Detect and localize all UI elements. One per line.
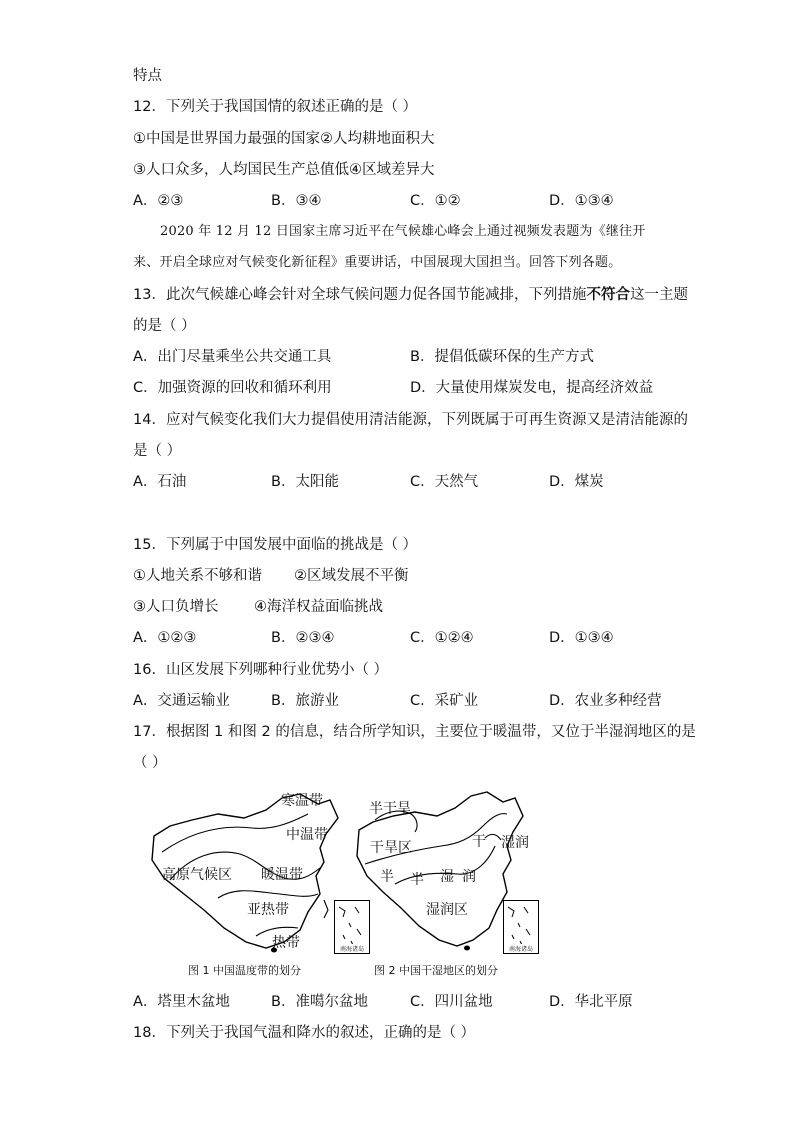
q12-option-a[interactable]: A．②③ xyxy=(133,193,184,209)
q13-stem-emphasis: 不符合 xyxy=(586,287,630,303)
label-subtropical: 亚热带 xyxy=(247,902,289,918)
label-mid-temperate: 中温带 xyxy=(286,827,328,843)
q15-option-a[interactable]: A．①②③ xyxy=(133,630,197,646)
passage-line1: 2020 年 12 月 12 日国家主席习近平在气候雄心峰会上通过视频发表题为《继往开 xyxy=(160,224,646,239)
label-semi-1: 半 xyxy=(380,869,394,885)
q14-stem: 14．应对气候变化我们大力提倡使用清洁能源，下列既属于可再生资源又是清洁能源的 xyxy=(133,412,688,428)
label-cold-temperate: 寒温带 xyxy=(281,793,323,809)
q15-option-b[interactable]: B．②③④ xyxy=(271,630,335,646)
label-semi-2: 半 xyxy=(410,872,424,888)
q13-option-d[interactable]: D．大量使用煤炭发电，提高经济效益 xyxy=(410,380,654,396)
q16-option-c[interactable]: C．采矿业 xyxy=(410,693,479,709)
q12-line2: ③人口众多，人均国民生产总值低④区域差异大 xyxy=(133,162,435,178)
q14-option-b[interactable]: B．太阳能 xyxy=(271,474,339,490)
label-plateau-zone: 高原气候区 xyxy=(162,867,232,883)
label-tropical: 热带 xyxy=(272,935,300,951)
q13-stem-line2: 的是（ ） xyxy=(133,318,196,334)
figure-2-dry-wet-regions xyxy=(355,790,551,980)
figure-2-caption: 图 2 中国干湿地区的划分 xyxy=(374,964,498,977)
q18-stem: 18．下列关于我国气温和降水的叙述，正确的是（ ） xyxy=(133,1025,476,1041)
q13-option-a[interactable]: A．出门尽量乘坐公共交通工具 xyxy=(133,349,332,365)
q15-option-d[interactable]: D．①③④ xyxy=(549,630,614,646)
south-sea-islands-inset-2 xyxy=(503,900,539,954)
q15-option-c[interactable]: C．①②④ xyxy=(410,630,474,646)
figure-1-caption: 图 1 中国温度带的划分 xyxy=(188,964,301,977)
q14-option-a[interactable]: A．石油 xyxy=(133,474,187,490)
q13-stem-part1: 13．此次气候雄心峰会针对全球气候问题力促各国节能减排，下列措施 xyxy=(133,287,587,303)
label-arid-region: 干旱区 xyxy=(370,840,412,856)
label-humid-char1: 湿 xyxy=(440,869,454,885)
q12-option-d[interactable]: D．①③④ xyxy=(549,193,614,209)
top-text: 特点 xyxy=(133,68,162,84)
q16-option-a[interactable]: A．交通运输业 xyxy=(133,693,230,709)
q16-option-b[interactable]: B．旅游业 xyxy=(271,693,339,709)
q12-line1: ①中国是世界国力最强的国家②人均耕地面积大 xyxy=(133,131,435,147)
label-humid-ne: 湿润 xyxy=(501,835,529,851)
q17-option-d[interactable]: D．华北平原 xyxy=(549,994,633,1010)
label-humid-region: 湿润区 xyxy=(426,902,468,918)
q15-item3: ③人口负增长 xyxy=(133,599,219,615)
q15-stem: 15．下列属于中国发展中面临的挑战是（ ） xyxy=(133,537,418,553)
q16-option-d[interactable]: D．农业多种经营 xyxy=(549,693,662,709)
label-dry-char: 干 xyxy=(472,834,486,850)
q13-option-c[interactable]: C．加强资源的回收和循环利用 xyxy=(133,380,332,396)
q14-option-d[interactable]: D．煤炭 xyxy=(549,474,604,490)
label-semi-arid: 半干旱 xyxy=(369,801,411,817)
q15-item2: ②区域发展不平衡 xyxy=(294,568,409,584)
figure-1-temperature-zones xyxy=(148,790,368,980)
q12-option-b[interactable]: B．③④ xyxy=(271,193,322,209)
q13-stem-part2: 这一主题 xyxy=(629,287,688,303)
q17-option-c[interactable]: C．四川盆地 xyxy=(410,994,493,1010)
q17-option-a[interactable]: A．塔里木盆地 xyxy=(133,994,230,1010)
inset-label-1: 南海诸岛 xyxy=(335,944,369,953)
q14-stem-line2: 是（ ） xyxy=(133,443,182,459)
q15-item4: ④海洋权益面临挑战 xyxy=(254,599,383,615)
q13-option-b[interactable]: B．提倡低碳环保的生产方式 xyxy=(410,349,594,365)
passage-line2: 来、开启全球应对气候变化新征程》重要讲话，中国展现大国担当。回答下列各题。 xyxy=(133,255,622,270)
inset-label-2: 南海诸岛 xyxy=(504,944,538,953)
q14-option-c[interactable]: C．天然气 xyxy=(410,474,479,490)
q16-stem: 16．山区发展下列哪种行业优势小（ ） xyxy=(133,662,389,678)
label-humid-char2: 润 xyxy=(462,869,476,885)
q17-stem-line2: （ ） xyxy=(133,755,167,771)
q17-stem: 17．根据图 1 和图 2 的信息，结合所学知识，主要位于暖温带，又位于半湿润地区的是 xyxy=(133,724,696,740)
q13-stem xyxy=(133,285,688,305)
q17-option-b[interactable]: B．准噶尔盆地 xyxy=(271,994,368,1010)
label-warm-temperate: 暖温带 xyxy=(261,867,303,883)
q12-stem: 12．下列关于我国国情的叙述正确的是（ ） xyxy=(133,99,418,115)
q12-option-c[interactable]: C．①② xyxy=(410,193,461,209)
q15-item1: ①人地关系不够和谐 xyxy=(133,568,262,584)
